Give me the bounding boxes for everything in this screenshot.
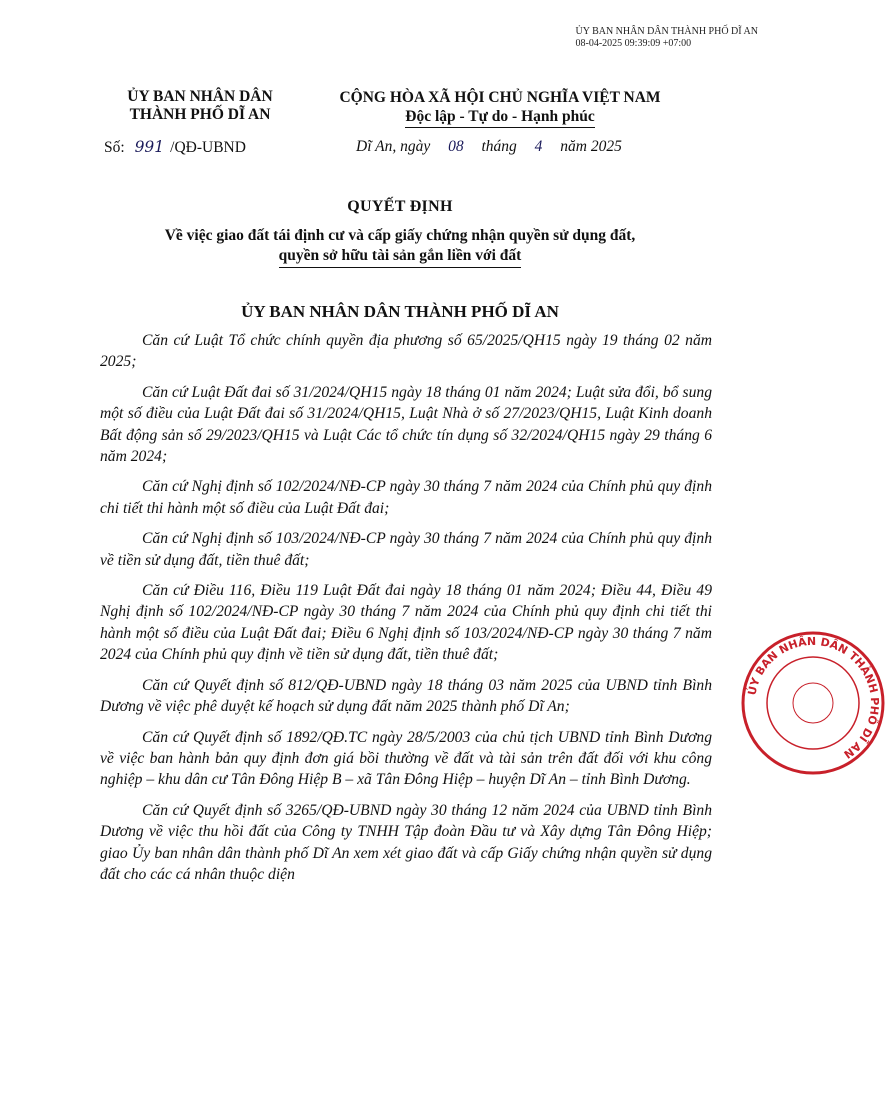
document-number-suffix: /QĐ-UBND <box>170 139 246 156</box>
authority-heading: ỦY BAN NHÂN DÂN THÀNH PHỐ DĨ AN <box>241 302 559 321</box>
national-header <box>310 88 690 128</box>
date-month: 4 <box>534 138 543 155</box>
date-year: năm 2025 <box>560 138 622 155</box>
seal-inner-ring <box>767 657 859 749</box>
legal-basis-paragraph: Căn cứ Nghị định số 103/2024/NĐ-CP ngày 30 tháng 7 năm 2024 của Chính phủ quy định về tiền sử dụng đất, tiền thuê đất; <box>100 530 712 569</box>
red-seal-stamp <box>738 628 888 778</box>
date-month-label: tháng <box>481 138 517 155</box>
seal-outer-ring <box>743 633 883 773</box>
decision-subtitle <box>60 226 740 268</box>
document-body <box>100 330 712 894</box>
legal-basis-paragraph: Căn cứ Luật Đất đai số 31/2024/QH15 ngày 18 tháng 01 năm 2024; Luật sửa đổi, bổ sung một số điều của Luật Đất đai số 31/2024/QH15, Luật Nhà ở số 27/2023/QH15, Luật Kinh doanh Bất động sản số 29/2023/QH15 và Luật Các tổ chức tín dụng số 32/2024/QH15 ngày 29 tháng 6 năm 2024; <box>100 383 712 466</box>
document-number <box>104 138 246 157</box>
issuing-authority-line2: THÀNH PHỐ DĨ AN <box>129 106 271 123</box>
issue-date <box>356 138 622 156</box>
legal-basis-paragraph: Căn cứ Luật Tổ chức chính quyền địa phương số 65/2025/QH15 ngày 19 tháng 02 năm 2025; <box>100 332 712 371</box>
digital-stamp-timestamp: 08-04-2025 09:39:09 +07:00 <box>575 38 692 49</box>
legal-basis-paragraph: Căn cứ Quyết định số 1892/QĐ.TC ngày 28/5/2003 của chủ tịch UBND tỉnh Bình Dương về việc ban hành bản quy định đơn giá bồi thường về đất và tài sản trên đất đối với khu công nghiệp – khu dân cư Tân Đông Hiệp B – xã Tân Đông Hiệp – huyện Dĩ An – tỉnh Bình Dương. <box>100 728 712 789</box>
legal-basis-paragraph: Căn cứ Nghị định số 102/2024/NĐ-CP ngày 30 tháng 7 năm 2024 của Chính phủ quy định chi tiết thi hành một số điều của Luật Đất đai; <box>100 478 712 517</box>
decision-subtitle-line2: quyền sở hữu tài sản gắn liền với đất <box>279 246 522 268</box>
svg-text:ỦY BAN NHÂN DÂN THÀNH PHỐ DĨ A: ỦY BAN NHÂN DÂN THÀNH PHỐ DĨ AN <box>745 634 882 762</box>
issuing-authority-header <box>100 88 300 124</box>
national-title: CỘNG HÒA XÃ HỘI CHỦ NGHĨA VIỆT NAM <box>339 89 661 106</box>
legal-basis-paragraph: Căn cứ Quyết định số 3265/QĐ-UBND ngày 30 tháng 12 năm 2024 của UBND tỉnh Bình Dương về việc thu hồi đất của Công ty TNHH Tập đoàn Đầu tư và Xây dựng Tân Đông Hiệp; giao Ủy ban nhân dân thành phố Dĩ An xem xét giao đất và cấp Giấy chứng nhận quyền sử dụng đất cho các cá nhân thuộc diện <box>100 801 712 883</box>
seal-star-emblem <box>793 683 833 723</box>
document-number-label: Số: <box>104 139 125 156</box>
date-day: 08 <box>448 138 464 155</box>
digital-signature-stamp <box>576 26 759 50</box>
legal-basis-paragraph: Căn cứ Quyết định số 812/QĐ-UBND ngày 18 tháng 03 năm 2025 của UBND tỉnh Bình Dương về việc phê duyệt kế hoạch sử dụng đất năm 2025 thành phố Dĩ An; <box>100 676 712 716</box>
legal-basis-paragraph: Căn cứ Điều 116, Điều 119 Luật Đất đai ngày 18 tháng 01 năm 2024; Điều 44, Điều 49 Nghị định số 102/2024/NĐ-CP ngày 30 tháng 7 năm 2024 của Chính phủ quy định chi tiết thi hành một số điều của Luật Đất đai; Điều 6 Nghị định số 103/2024/NĐ-CP ngày 30 tháng 7 năm 2024 của Chính phủ quy định về tiền sử dụng đất, tiền thuê đất; <box>100 582 712 664</box>
issuing-authority-line1: ỦY BAN NHÂN DÂN <box>127 88 273 105</box>
document-number-handwritten: 991 <box>134 138 165 156</box>
decision-subtitle-line1: Về việc giao đất tái định cư và cấp giấy chứng nhận quyền sử dụng đất, <box>164 227 636 244</box>
national-motto: Độc lập - Tự do - Hạnh phúc <box>405 107 594 128</box>
digital-stamp-org: ỦY BAN NHÂN DÂN THÀNH PHỐ DĨ AN <box>575 26 758 37</box>
date-prefix: Dĩ An, ngày <box>356 138 431 155</box>
decision-title: QUYẾT ĐỊNH <box>347 198 453 215</box>
